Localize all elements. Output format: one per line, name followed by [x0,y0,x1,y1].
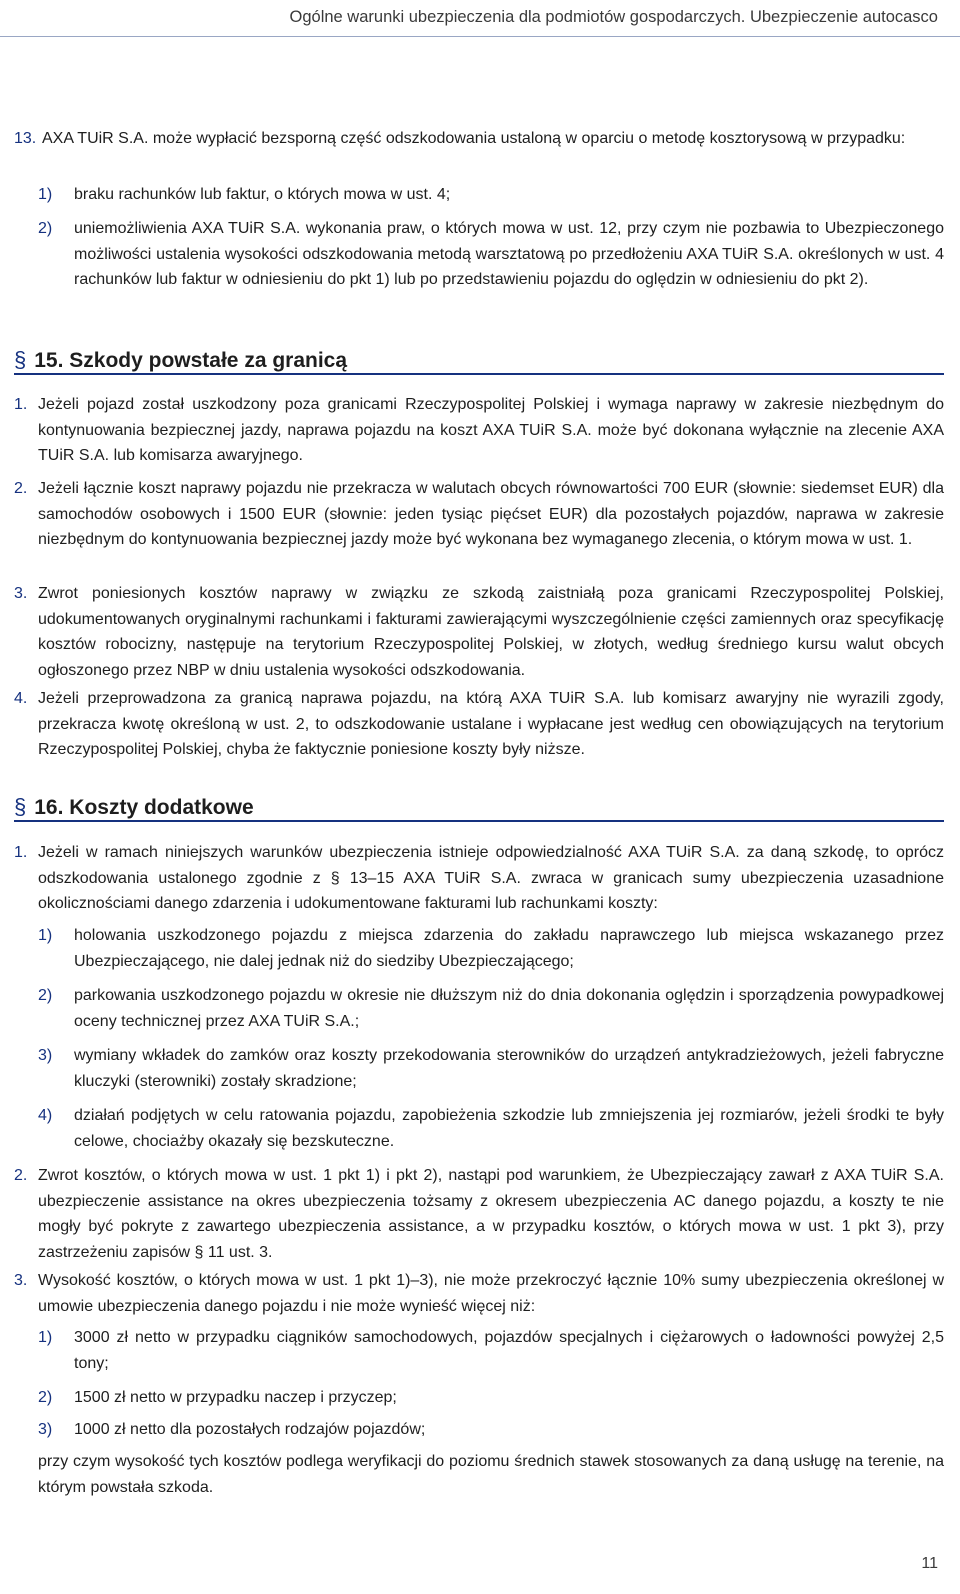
item-number: 1. [14,844,28,861]
item-text: Jeżeli pojazd został uszkodzony poza granicami Rzeczypospolitej Polskiej i wymaga naprawy w zakresie niezbędnym do kontynuowania bezpiecznej jazdy, naprawa pojazdu na koszt AXA TUiR S.A. może być dokonana wyłącznie na zlecenie AXA TUiR S.A. lub komisarza awaryjnego. [38,396,944,464]
item-number: 2. [14,1167,28,1184]
sub-text: działań podjętych w celu ratowania pojazdu, zapobieżenia szkodzie lub zmniejszenia jej rozmiarów, jeżeli środki te były celowe, chociażby okazały się bezskuteczne. [74,1107,944,1150]
sub-number: 2) [38,987,53,1004]
sub-number: 1) [38,927,53,944]
running-header: Ogólne warunki ubezpieczenia dla podmiotów gospodarczych. Ubezpieczenie autocasco [289,8,938,26]
sub-number: 1) [38,1329,53,1346]
sub-text: uniemożliwienia AXA TUiR S.A. wykonania praw, o których mowa w ust. 12, przy czym nie pozbawia to Ubezpieczonego możliwości ustalenia wysokości odszkodowania metodą warsztatową po przedłożeniu AXA TUiR S.A. określonych w ust. 4 rachunków lub faktur w odniesieniu do pkt 1) lub po przedstawieniu pojazdu do oględzin w odniesieniu do pkt 2). [74,220,944,288]
sub-text: 1500 zł netto w przypadku naczep i przyczep; [74,1389,397,1406]
sub-number: 4) [38,1107,53,1124]
item-number: 13. [14,130,37,147]
item-text: Jeżeli łącznie koszt naprawy pojazdu nie przekracza w walutach obcych równowartości 700 EUR (słownie: siedemset EUR) dla samochodów osobowych i 1500 EUR (słownie: jeden tysiąc pięćset EUR) dla pozostałych pojazdów, naprawa w zakresie niezbędnym do kontynuowania bezpiecznej jazdy może być wykonana bez wymaganego zlecenia, o którym mowa w ust. 1. [38,480,944,548]
sub-text: wymiany wkładek do zamków oraz koszty przekodowania sterowników do urządzeń antykradzieżowych, jeżeli fabryczne kluczyki (sterowniki) zostały skradzione; [74,1047,944,1090]
item-text: Jeżeli przeprowadzona za granicą naprawa pojazdu, na którą AXA TUiR S.A. lub komisarz awaryjny nie wyrazili zgody, przekracza kwotę określoną w ust. 2, to odszkodowanie ustalane i wypłacane jest według cen obowiązujących na terytorium Rzeczypospolitej Polskiej, chyba że faktycznie poniesione koszty były niższe. [38,690,944,758]
sub-number: 3) [38,1421,53,1438]
sub-number: 1) [38,186,53,203]
sub-number: 2) [38,220,53,237]
section-15-heading [14,347,944,375]
sub-text: braku rachunków lub faktur, o których mowa w ust. 4; [74,186,451,203]
item-number: 4. [14,690,28,707]
item-number: 2. [14,480,28,497]
item-text: AXA TUiR S.A. może wypłacić bezsporną część odszkodowania ustaloną w oparciu o metodę kosztorysową w przypadku: [42,130,906,147]
item-text: Jeżeli w ramach niniejszych warunków ubezpieczenia istnieje odpowiedzialność AXA TUiR S.A. za daną szkodę, to oprócz odszkodowania ustalonego zgodnie z § 13–15 AXA TUiR S.A. zwraca w granicach sumy ubezpieczenia uzasadnione okolicznościami danego zdarzenia i udokumentowane fakturami lub rachunkami koszty: [38,844,944,912]
item-number: 3. [14,1272,28,1289]
item-number: 3. [14,585,28,602]
sub-number: 3) [38,1047,53,1064]
section-title: 15. Szkody powstałe za granicą [34,349,348,372]
section-16-heading [14,794,944,822]
section-title: 16. Koszty dodatkowe [34,796,254,819]
item-text: Wysokość kosztów, o których mowa w ust. 1 pkt 1)–3), nie może przekroczyć łącznie 10% sumy ubezpieczenia określonej w umowie ubezpieczenia danego pojazdu i nie może wynieść więcej niż: [38,1272,944,1315]
sub-number: 2) [38,1389,53,1406]
sub-text: 1000 zł netto dla pozostałych rodzajów pojazdów; [74,1421,426,1438]
item-number: 1. [14,396,28,413]
sub-text: holowania uszkodzonego pojazdu z miejsca zdarzenia do zakładu naprawczego lub miejsca wskazanego przez Ubezpieczającego, nie dalej jednak niż do siedziby Ubezpieczającego; [74,927,944,970]
item-text: Zwrot poniesionych kosztów naprawy w związku ze szkodą zaistniałą poza granicami Rzeczypospolitej Polskiej, udokumentowanych oryginalnymi rachunkami i fakturami zawierającymi wyszczególnienie części zamiennych oraz specyfikację kosztów robocizny, następuje na terytorium Rzeczypospolitej Polskiej, w złotych, według średniego kursu walut obcych ogłoszonego przez NBP w dniu ustalenia wysokości odszkodowania. [38,585,944,679]
item-text: Zwrot kosztów, o których mowa w ust. 1 pkt 1) i pkt 2), nastąpi pod warunkiem, że Ubezpieczający zawarł z AXA TUiR S.A. ubezpieczenie assistance na okres ubezpieczenia tożsamy z okresem ubezpieczenia AC danego pojazdu, a koszty te nie mogły być pokryte z zawartego ubezpieczenia assistance, a w przypadku kosztów, o których mowa w ust. 1 pkt 3), przy zastrzeżeniu zapisów § 11 ust. 3. [38,1167,944,1261]
closing-text: przy czym wysokość tych kosztów podlega weryfikacji do poziomu średnich stawek stosowanych za daną usługę na terenie, na którym powstała szkoda. [38,1453,944,1496]
section-symbol: § [14,347,27,372]
section-symbol: § [14,794,27,819]
header-divider [0,36,960,37]
sub-text: 3000 zł netto w przypadku ciągników samochodowych, pojazdów specjalnych i ciężarowych o ładowności powyżej 2,5 tony; [74,1329,944,1372]
sub-text: parkowania uszkodzonego pojazdu w okresie nie dłuższym niż do dnia dokonania oględzin i sporządzenia powypadkowej oceny technicznej przez AXA TUiR S.A.; [74,987,944,1030]
page-number: 11 [921,1555,938,1572]
